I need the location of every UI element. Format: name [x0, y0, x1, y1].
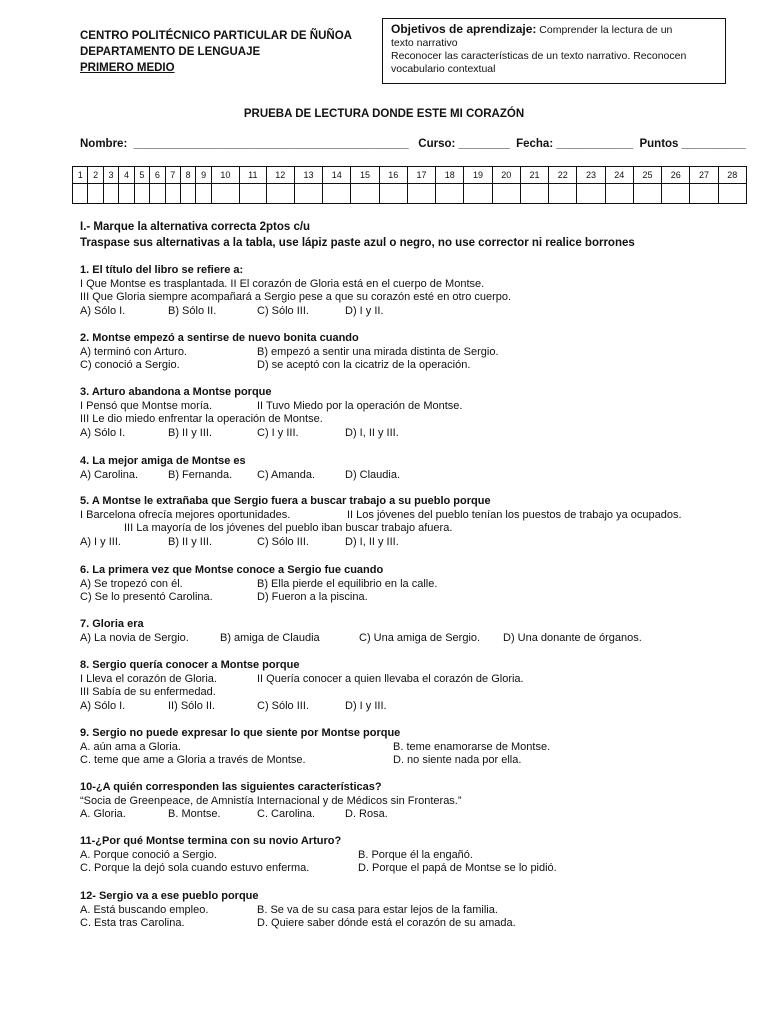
question-text: III Le dio miedo enfrentar la operación de Montse. [80, 413, 323, 425]
answer-entry-cell[interactable] [436, 184, 464, 204]
question-title: 6. La primera vez que Montse conoce a Sergio fue cuando [80, 564, 384, 576]
answer-option[interactable]: C) Sólo III. [257, 304, 309, 317]
answer-option[interactable]: D) I, II y III. [345, 426, 399, 439]
answer-option[interactable]: C. Porque la dejó sola cuando estuvo enferma. [80, 862, 310, 874]
question-title: 8. Sergio quería conocer a Montse porque [80, 659, 300, 671]
question-title: 2. Montse empezó a sentirse de nuevo bonita cuando [80, 332, 359, 344]
question-block [80, 618, 642, 645]
question-line [80, 591, 383, 605]
answer-entry-cell[interactable] [520, 184, 548, 204]
question-line [80, 862, 557, 876]
answer-option[interactable]: B. Montse. [168, 808, 221, 820]
answer-number-cell: 26 [662, 167, 690, 184]
question-text: I Pensó que Montse moría. [80, 399, 213, 412]
question-text: I Que Montse es trasplantada. II El corazón de Gloria está en el cuerpo de Montse. [80, 277, 485, 290]
answer-number-cell: 24 [605, 167, 633, 184]
answer-option[interactable]: A. Gloria. [80, 808, 126, 820]
answer-entry-cell[interactable] [605, 184, 633, 204]
answer-option[interactable]: II) Sólo II. [168, 699, 216, 712]
question-block [80, 495, 682, 549]
answer-option[interactable]: B) II y III. [168, 535, 213, 548]
answer-option[interactable]: C. Carolina. [257, 808, 316, 820]
answer-option[interactable]: D) Una donante de órganos. [503, 631, 642, 644]
answer-option[interactable]: B) amiga de Claudia [220, 631, 320, 644]
question-line [80, 522, 491, 536]
question-block [80, 455, 401, 482]
answer-number-cell: 16 [379, 167, 407, 184]
answer-entry-cell[interactable] [88, 184, 103, 204]
question-block [80, 835, 557, 876]
answer-option[interactable]: B) empezó a sentir una mirada distinta de Sergio. [257, 345, 499, 358]
answer-option[interactable]: C) Se lo presentó Carolina. [80, 591, 213, 603]
answer-entry-cell[interactable] [379, 184, 407, 204]
question-block [80, 332, 499, 373]
answer-number-cell: 12 [266, 167, 294, 184]
question-line [80, 740, 551, 755]
answer-entry-cell[interactable] [150, 184, 165, 204]
answer-option[interactable]: D) I, II y III. [345, 535, 399, 548]
answer-option[interactable]: A) Sólo I. [80, 304, 126, 317]
answer-option[interactable]: C. Esta tras Carolina. [80, 917, 185, 929]
answer-option[interactable]: B) Sólo II. [168, 304, 217, 317]
answer-number-cell: 19 [464, 167, 492, 184]
answer-number-row [73, 167, 747, 184]
answer-number-cell: 3 [103, 167, 118, 184]
answer-entry-cell[interactable] [662, 184, 690, 204]
question-text: III Sabía de su enfermedad. [80, 686, 216, 698]
answer-entry-cell[interactable] [103, 184, 118, 204]
answer-number-cell: 2 [88, 167, 103, 184]
question-line [80, 304, 384, 319]
answer-entry-cell[interactable] [323, 184, 351, 204]
answer-number-cell: 27 [690, 167, 718, 184]
answer-entry-cell[interactable] [549, 184, 577, 204]
answer-option[interactable]: B) Fernanda. [168, 468, 233, 481]
answer-option[interactable]: A) Carolina. [80, 468, 139, 481]
answer-option[interactable]: C) Sólo III. [257, 699, 309, 712]
answer-option[interactable]: A) terminó con Arturo. [80, 345, 187, 358]
question-line [80, 903, 498, 918]
answer-option[interactable]: C) Sólo III. [257, 535, 309, 548]
answer-option[interactable]: B. Se va de su casa para estar lejos de la familia. [257, 903, 498, 916]
answer-entry-cell[interactable] [196, 184, 211, 204]
answer-option[interactable]: D. no siente nada por ella. [393, 754, 522, 766]
answer-option[interactable]: A) Se tropezó con él. [80, 577, 183, 590]
question-line [80, 399, 463, 414]
question-line [80, 917, 516, 931]
answer-number-cell: 23 [577, 167, 605, 184]
answer-entry-cell[interactable] [119, 184, 134, 204]
question-text: I Lleva el corazón de Gloria. [80, 672, 217, 685]
question-block [80, 386, 463, 440]
question-text: II Quería conocer a quien llevaba el corazón de Gloria. [257, 672, 524, 685]
answer-entry-cell[interactable] [180, 184, 195, 204]
answer-number-cell: 10 [211, 167, 239, 184]
question-line [80, 672, 524, 687]
answer-number-cell: 21 [520, 167, 548, 184]
answer-number-cell: 5 [134, 167, 149, 184]
answer-option[interactable]: D) Fueron a la piscina. [257, 591, 368, 603]
answer-option[interactable]: B. teme enamorarse de Montse. [393, 740, 551, 753]
answer-option[interactable]: A) Sólo I. [80, 426, 126, 439]
question-text: I Barcelona ofrecía mejores oportunidades. [80, 508, 291, 521]
answer-entry-cell[interactable] [240, 184, 267, 204]
answer-entry-cell[interactable] [464, 184, 492, 204]
answer-number-cell: 8 [180, 167, 195, 184]
question-title: 3. Arturo abandona a Montse porque [80, 386, 272, 398]
question-title: 10-¿A quién corresponden las siguientes características? [80, 781, 382, 793]
answer-entry-cell[interactable] [351, 184, 379, 204]
question-line [80, 699, 387, 714]
answer-number-cell: 6 [150, 167, 165, 184]
question-text: “Socia de Greenpeace, de Amnistía Internacional y de Médicos sin Fronteras.” [80, 794, 462, 807]
answer-option[interactable]: B. Porque él la engañó. [358, 848, 473, 861]
question-line [80, 794, 462, 809]
answer-option[interactable]: D. Porque el papá de Montse se lo pidió. [358, 862, 557, 874]
answer-option[interactable]: B) Ella pierde el equilibrio en la calle. [257, 577, 438, 590]
answer-option[interactable]: C) conoció a Sergio. [80, 359, 180, 371]
answer-option[interactable]: A) La novia de Sergio. [80, 631, 189, 644]
answer-option[interactable]: C) I y III. [257, 426, 299, 439]
answer-entry-cell[interactable] [690, 184, 718, 204]
question-text: II Tuvo Miedo por la operación de Montse. [257, 399, 463, 412]
answer-number-cell: 18 [436, 167, 464, 184]
answer-option[interactable]: A) Sólo I. [80, 699, 126, 712]
answer-number-cell: 22 [549, 167, 577, 184]
answer-entry-cell[interactable] [633, 184, 661, 204]
student-info-line[interactable]: Nombre: ___________________________________________ Curso: ________ Fecha: ____________ Puntos __________ [80, 138, 746, 150]
question-line [80, 413, 323, 427]
question-line [80, 277, 485, 292]
question-title: 5. A Montse le extrañaba que Sergio fuera a buscar trabajo a su pueblo porque [80, 495, 491, 507]
question-line [80, 468, 401, 483]
answer-option[interactable]: D) I y II. [345, 304, 384, 317]
question-title: 1. El título del libro se refiere a: [80, 264, 244, 276]
answer-entry-cell[interactable] [134, 184, 149, 204]
question-line [80, 631, 642, 646]
answer-option[interactable]: D. Rosa. [345, 808, 388, 820]
question-block [80, 781, 462, 822]
answer-number-cell: 14 [323, 167, 351, 184]
objectives-line: Comprender la lectura de un [539, 24, 673, 36]
school-header [80, 28, 352, 76]
answer-option[interactable]: A. Está buscando empleo. [80, 903, 209, 916]
answer-option[interactable]: A. Porque conoció a Sergio. [80, 848, 217, 861]
question-line [80, 754, 522, 768]
question-title: 11-¿Por qué Montse termina con su novio Arturo? [80, 835, 342, 847]
question-line [80, 848, 473, 863]
question-line [80, 536, 491, 550]
answer-grid [72, 166, 747, 204]
answer-entry-cell[interactable] [407, 184, 435, 204]
answer-number-cell: 28 [718, 167, 746, 184]
answer-option[interactable]: A. aún ama a Gloria. [80, 740, 181, 753]
question-line [80, 291, 512, 305]
question-block [80, 890, 516, 931]
question-line [80, 808, 388, 822]
question-title: 12- Sergio va a ese pueblo porque [80, 890, 259, 902]
question-text: III Que Gloria siempre acompañará a Sergio pese a que su corazón esté en otro cuerpo. [80, 291, 512, 303]
department-name: DEPARTAMENTO DE LENGUAJE [80, 46, 261, 58]
school-name: CENTRO POLITÉCNICO PARTICULAR DE ÑUÑOA [80, 30, 352, 42]
question-line [80, 426, 399, 441]
question-title: 9. Sergio no puede expresar lo que siente por Montse porque [80, 727, 401, 739]
question-title: 4. La mejor amiga de Montse es [80, 455, 246, 467]
question-line [80, 577, 438, 592]
question-block [80, 564, 438, 605]
objectives-line: Reconocer las características de un texto narrativo. Reconocen [391, 50, 687, 62]
answer-number-cell: 1 [73, 167, 88, 184]
answer-number-cell: 20 [492, 167, 520, 184]
answer-option[interactable]: C) Amanda. [257, 468, 316, 481]
answer-option[interactable]: D) I y III. [345, 699, 387, 712]
question-title: 7. Gloria era [80, 618, 144, 630]
question-block [80, 659, 524, 713]
answer-number-cell: 17 [407, 167, 435, 184]
answer-number-cell: 25 [633, 167, 661, 184]
answer-option[interactable]: A) I y III. [80, 535, 121, 548]
answer-entry-cell[interactable] [266, 184, 294, 204]
question-line [80, 508, 682, 523]
question-line [80, 686, 299, 700]
question-line [80, 345, 499, 360]
answer-option[interactable]: C) Una amiga de Sergio. [359, 631, 481, 644]
objectives-line: texto narrativo [391, 37, 458, 49]
answer-option[interactable]: D) se aceptó con la cicatriz de la operación. [257, 359, 471, 371]
answer-number-cell: 4 [119, 167, 134, 184]
answer-number-cell: 11 [240, 167, 267, 184]
answer-entry-cell[interactable] [294, 184, 322, 204]
exam-title: PRUEBA DE LECTURA DONDE ESTE MI CORAZÓN [243, 108, 525, 120]
question-text: III La mayoría de los jóvenes del pueblo iban buscar trabajo afuera. [124, 522, 453, 534]
answer-option[interactable]: D) Claudia. [345, 468, 401, 481]
answer-option[interactable]: D. Quiere saber dónde está el corazón de su amada. [257, 917, 516, 929]
answer-entry-cell[interactable] [211, 184, 239, 204]
answer-entry-cell[interactable] [718, 184, 746, 204]
objectives-heading: Objetivos de aprendizaje: [391, 22, 537, 36]
question-text: II Los jóvenes del pueblo tenían los puestos de trabajo ya ocupados. [347, 508, 682, 521]
answer-entry-cell[interactable] [492, 184, 520, 204]
objectives-box [382, 18, 726, 84]
course-level: PRIMERO MEDIO [80, 62, 175, 74]
answer-number-cell: 9 [196, 167, 211, 184]
answer-number-cell: 7 [165, 167, 180, 184]
question-line [80, 359, 471, 373]
answer-entry-cell[interactable] [165, 184, 180, 204]
answer-number-cell: 15 [351, 167, 379, 184]
answer-entry-cell[interactable] [73, 184, 88, 204]
answer-entry-cell[interactable] [577, 184, 605, 204]
question-block [80, 264, 512, 318]
section-heading: I.- Marque la alternativa correcta 2ptos c/u [80, 221, 311, 233]
answer-entry-row [73, 184, 747, 204]
answer-option[interactable]: B) II y III. [168, 426, 213, 439]
answer-option[interactable]: C. teme que ame a Gloria a través de Montse. [80, 754, 306, 766]
answer-number-cell: 13 [294, 167, 322, 184]
objectives-line: vocabulario contextual [391, 63, 496, 75]
question-block [80, 727, 551, 768]
section-instructions: Traspase sus alternativas a la tabla, use lápiz paste azul o negro, no use corrector ni realice borrones [80, 237, 635, 249]
